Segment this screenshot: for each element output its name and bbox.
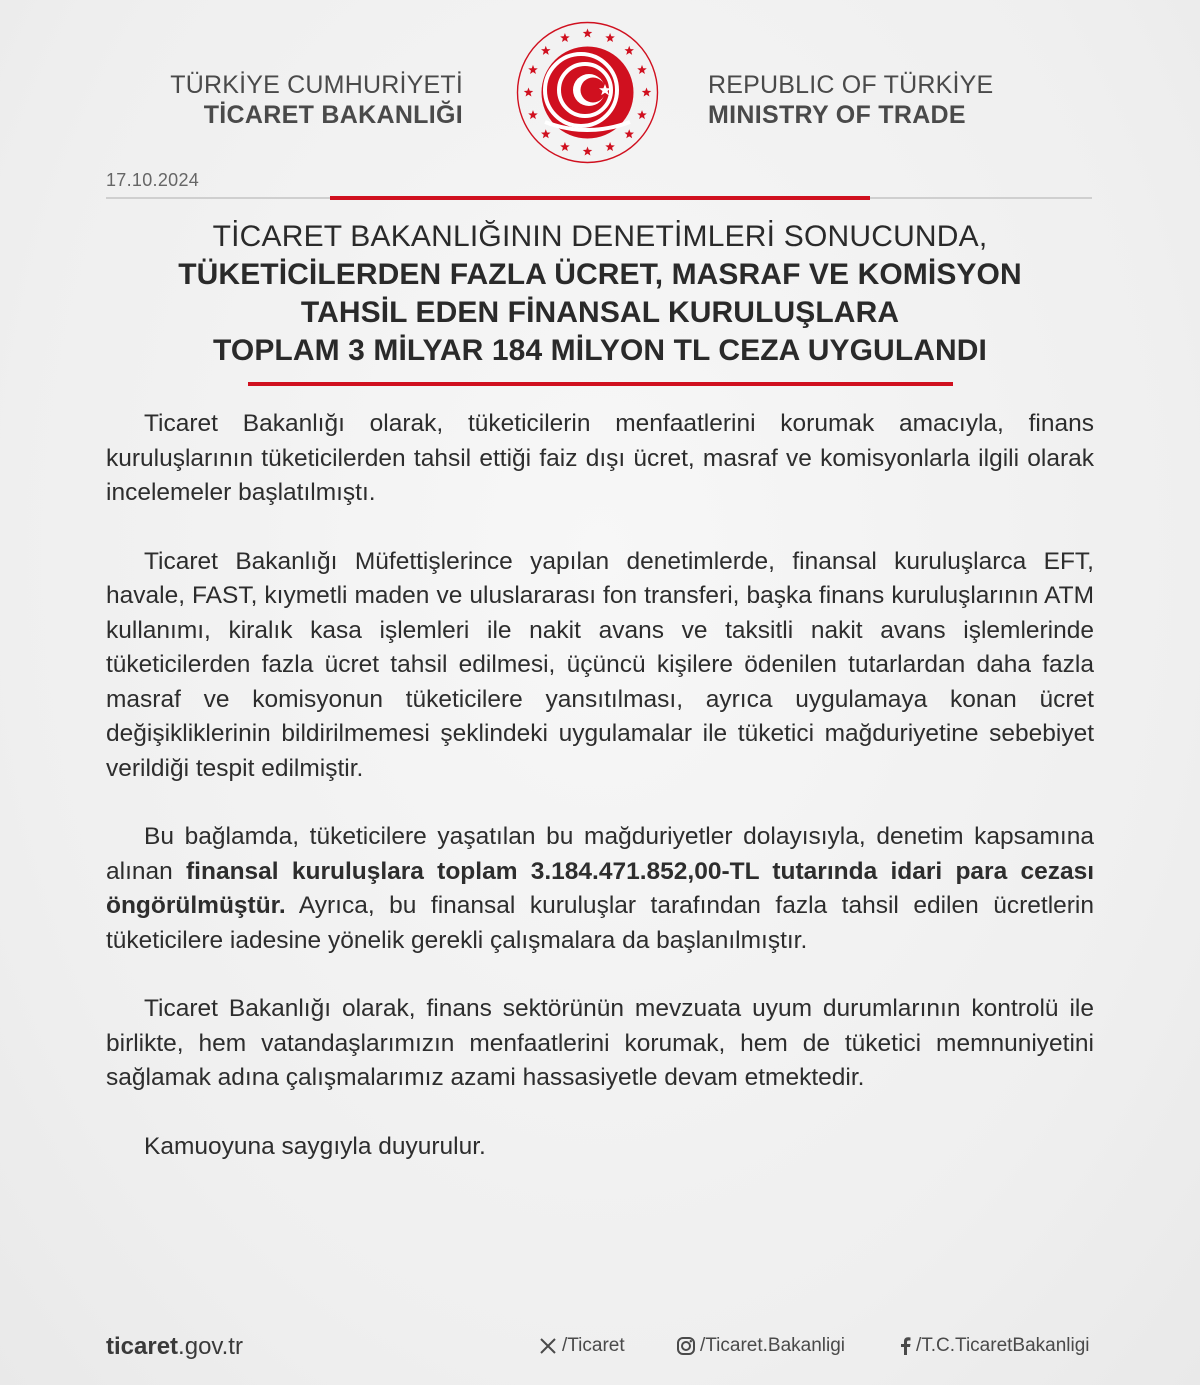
ministry-emblem-icon (515, 20, 660, 165)
emblem-star (528, 65, 538, 74)
x-handle: /Ticaret (562, 1335, 625, 1356)
paragraph-1: Ticaret Bakanlığı olarak, tüketicilerin menfaatlerini korumak amacıyla, finans kuruluşlarının tüketicilerden tahsil ettiği faiz dışı ücret, masraf ve komisyonlarla ilgili olarak incelemeler başlatılmıştı. (106, 410, 1094, 506)
paragraph-3-end: Ayrıca, bu finansal kuruluşlar tarafından fazla tahsil edilen ücretlerin tüketicilere iadesine yönelik gerekli çalışmalara da başlanılmıştır. (106, 892, 1094, 954)
instagram-icon (676, 1336, 696, 1356)
facebook-link[interactable] (898, 1335, 1090, 1357)
paragraph-3-start: Bu bağlamda, tüketicilere yaşatılan bu mağduriyetler dolayısıyla, denetim kapsamına alınan (106, 823, 1094, 885)
paragraph-5: Kamuoyuna saygıyla duyurulur. (144, 1132, 486, 1160)
emblem-star (605, 142, 615, 151)
facebook-handle: /T.C.TicaretBakanligi (916, 1335, 1090, 1356)
emblem-star (642, 88, 652, 97)
divider-headline-accent (248, 382, 953, 386)
headline-line-2: TÜKETİCİLERDEN FAZLA ÜCRET, MASRAF VE KOMİSYON (178, 258, 1022, 291)
emblem-star (605, 33, 615, 42)
divider-top-accent (330, 196, 870, 200)
org-name-tr (170, 70, 463, 130)
instagram-handle: /Ticaret.Bakanligi (700, 1335, 846, 1356)
emblem-star (528, 110, 538, 119)
emblem-star (560, 142, 570, 151)
emblem-star (583, 29, 593, 38)
emblem-star (637, 65, 647, 74)
paragraph-2: Ticaret Bakanlığı Müfettişlerince yapılan denetimlerde, finansal kuruluşlarca EFT, havale, FAST, kıymetli maden ve uluslararası fon transferi, başka finans kuruluşlarının ATM kullanımı, kiralık kasa işlemleri ile nakit avans ve taksitli nakit avans işlemlerinde tüketicilerden fazla ücret tahsil edilmesi, üçüncü kişilere ödenilen tutarlardan daha fazla masraf ve komisyonun tüketicilere yansıtılması, ayrıca uygulamaya konan ücret değişikliklerinin bildirilmemesi şeklindeki uygulamalar ile tüketici mağduriyetine sebebiyet verildiği tespit edilmiştir. (106, 547, 1094, 782)
emblem-star (624, 129, 634, 138)
org-name-en (708, 70, 993, 130)
emblem-star (541, 129, 551, 138)
org-en-line-1: REPUBLIC OF TÜRKİYE (708, 71, 994, 99)
emblem-star (624, 46, 634, 55)
body-text (106, 407, 1094, 1198)
header (0, 20, 1200, 170)
headline-line-1: TİCARET BAKANLIĞININ DENETİMLERİ SONUCUNDA, (212, 220, 988, 253)
emblem-star (560, 33, 570, 42)
website-bold: ticaret (106, 1333, 179, 1360)
org-en-line-2: MINISTRY OF TRADE (708, 101, 966, 129)
headline-line-4: TOPLAM 3 MİLYAR 184 MİLYON TL CEZA UYGULANDI (213, 334, 987, 367)
paragraph-4: Ticaret Bakanlığı olarak, finans sektörünün mevzuata uyum durumlarının kontrolü ile birlikte, hem vatandaşlarımızın menfaatlerini korumak, hem de tüketici memnuniyetini sağlamak adına çalışmalarımız azami hassasiyetle devam etmektedir. (106, 995, 1094, 1091)
release-date: 17.10.2024 (106, 170, 200, 190)
org-tr-line-2: TİCARET BAKANLIĞI (203, 101, 463, 129)
emblem-star (637, 110, 647, 119)
footer (0, 1325, 1200, 1365)
emblem-star (541, 46, 551, 55)
x-icon (538, 1336, 558, 1356)
website-link[interactable] (106, 1333, 243, 1361)
headline-line-3: TAHSİL EDEN FİNANSAL KURULUŞLARA (300, 296, 900, 329)
emblem-star (583, 147, 593, 156)
emblem-star (524, 88, 534, 97)
instagram-link[interactable] (676, 1335, 845, 1357)
website-rest: .gov.tr (178, 1333, 243, 1360)
paragraph-3 (106, 820, 1094, 958)
org-tr-line-1: TÜRKİYE CUMHURİYETİ (170, 71, 463, 99)
facebook-icon (898, 1336, 912, 1356)
headline (100, 218, 1100, 370)
paragraph-3-highlight: finansal kuruluşlara toplam 3.184.471.852,00-TL tutarında idari para cezası öngörülmüştür. (106, 857, 1095, 919)
x-link[interactable] (538, 1335, 625, 1357)
